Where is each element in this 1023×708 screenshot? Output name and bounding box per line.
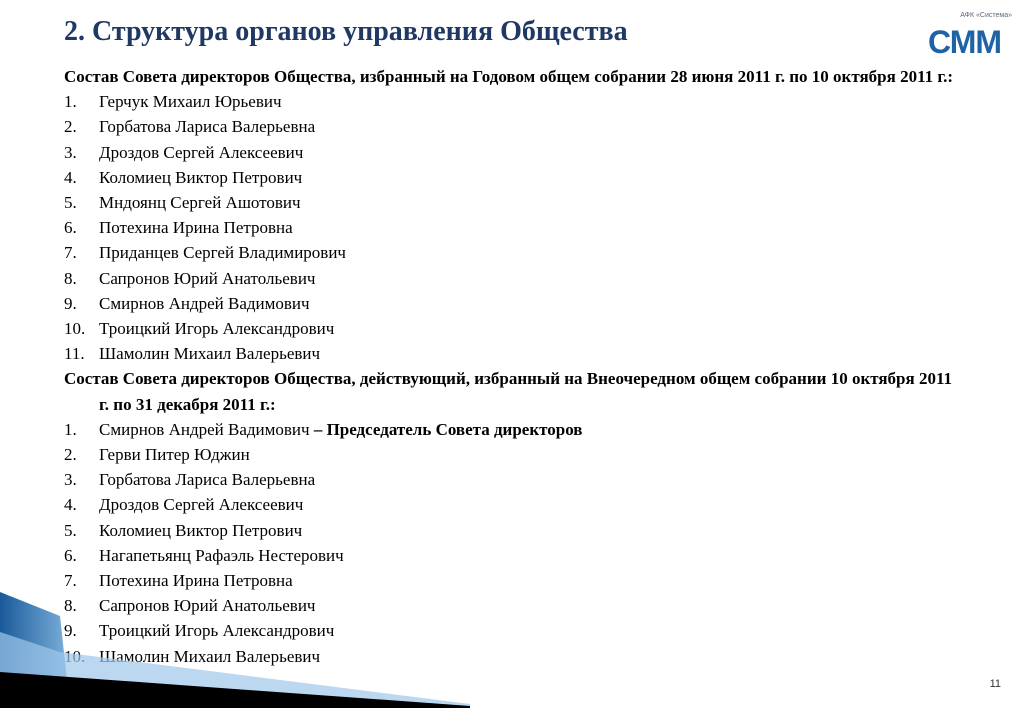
slide-content	[64, 64, 964, 669]
list-item-number: 8.	[64, 596, 77, 616]
list-item-text	[99, 114, 315, 139]
list-item-text	[99, 316, 334, 341]
person-name: Коломиец Виктор Петрович	[99, 167, 303, 187]
list-item-number: 8.	[64, 268, 77, 288]
person-name: Нагапетьянц Рафаэль Нестерович	[99, 545, 344, 565]
list-item-number: 3.	[64, 470, 77, 490]
person-name: Троицкий Игорь Александрович	[99, 621, 335, 641]
list-item	[64, 114, 964, 139]
list-item-number: 9.	[64, 621, 77, 641]
list-item-number: 5.	[64, 520, 77, 540]
person-name: Смирнов Андрей Вадимович	[99, 293, 310, 313]
list-item-number: 3.	[64, 142, 77, 162]
person-name: Коломиец Виктор Петрович	[99, 520, 303, 540]
logo-caption: АФК «Система»	[960, 12, 1012, 19]
list-item	[64, 518, 964, 543]
list-item	[64, 215, 964, 240]
list-item-text	[99, 543, 344, 568]
person-role: – Председатель Совета директоров	[313, 419, 583, 439]
list-item-number: 1.	[64, 92, 77, 112]
list-item	[64, 140, 964, 165]
list-item-number: 6.	[64, 545, 77, 565]
list-item-text	[99, 266, 315, 291]
list-item-text	[99, 417, 582, 442]
list-item	[64, 291, 964, 316]
person-name: Герви Питер Юджин	[99, 445, 250, 465]
list-item-number: 6.	[64, 218, 77, 238]
list-item-text	[99, 442, 250, 467]
section2-heading: Состав Совета директоров Общества, действующий, избранный на Внеочередном общем собрании 10 октября 2011 г. по 31 декабря 2011 г.:	[64, 369, 953, 414]
list-item-text	[99, 341, 320, 366]
list-item	[64, 467, 964, 492]
person-name: Шамолин Михаил Валерьевич	[99, 646, 321, 666]
list-item-text	[99, 190, 301, 215]
list-item-number: 1.	[64, 419, 77, 439]
section1-list	[64, 89, 964, 366]
list-item-number: 11.	[64, 344, 85, 364]
person-name: Смирнов Андрей Вадимович	[99, 419, 310, 439]
company-logo	[926, 12, 1018, 66]
list-item-text	[99, 140, 303, 165]
logo-text: СММ	[928, 24, 1001, 60]
list-item	[64, 240, 964, 265]
section1-heading: Состав Совета директоров Общества, избранный на Годовом общем собрании 28 июня 2011 г. по 10 октября 2011 г.:	[64, 67, 954, 86]
list-item-number: 9.	[64, 293, 77, 313]
list-item	[64, 316, 964, 341]
person-name: Шамолин Михаил Валерьевич	[99, 344, 321, 364]
list-item-text	[99, 165, 302, 190]
list-item-number: 4.	[64, 167, 77, 187]
list-item-text	[99, 568, 293, 593]
list-item	[64, 417, 964, 442]
page-number: 11	[989, 678, 1001, 690]
person-name: Дроздов Сергей Алексеевич	[99, 142, 304, 162]
person-name: Приданцев Сергей Владимирович	[99, 243, 346, 263]
list-item-number: 7.	[64, 571, 77, 591]
list-item-text	[99, 240, 346, 265]
person-name: Дроздов Сергей Алексеевич	[99, 495, 304, 515]
list-item-number: 2.	[64, 117, 77, 137]
person-name: Горбатова Лариса Валерьевна	[99, 117, 316, 137]
list-item	[64, 341, 964, 366]
list-item-number: 7.	[64, 243, 77, 263]
list-item-number: 10.	[64, 319, 86, 339]
list-item-text	[99, 467, 315, 492]
list-item	[64, 492, 964, 517]
slide-title: 2. Структура органов управления Общества	[64, 16, 628, 47]
list-item	[64, 442, 964, 467]
list-item	[64, 568, 964, 593]
list-item-text	[99, 215, 293, 240]
list-item-text	[99, 492, 303, 517]
list-item-text	[99, 518, 302, 543]
person-name: Горбатова Лариса Валерьевна	[99, 470, 316, 490]
list-item-text	[99, 291, 310, 316]
list-item	[64, 89, 964, 114]
person-name: Сапронов Юрий Анатольевич	[99, 268, 316, 288]
person-name: Герчук Михаил Юрьевич	[99, 92, 282, 112]
list-item	[64, 543, 964, 568]
list-item	[64, 266, 964, 291]
list-item-number: 2.	[64, 445, 77, 465]
person-name: Троицкий Игорь Александрович	[99, 319, 335, 339]
list-item-text	[99, 89, 282, 114]
list-item-number: 4.	[64, 495, 77, 515]
person-name: Сапронов Юрий Анатольевич	[99, 596, 316, 616]
list-item	[64, 190, 964, 215]
person-name: Потехина Ирина Петровна	[99, 571, 293, 591]
decorative-wave-graphic	[0, 592, 470, 708]
list-item	[64, 165, 964, 190]
person-name: Мндоянц Сергей Ашотович	[99, 193, 301, 213]
person-name: Потехина Ирина Петровна	[99, 218, 293, 238]
list-item-number: 5.	[64, 193, 77, 213]
